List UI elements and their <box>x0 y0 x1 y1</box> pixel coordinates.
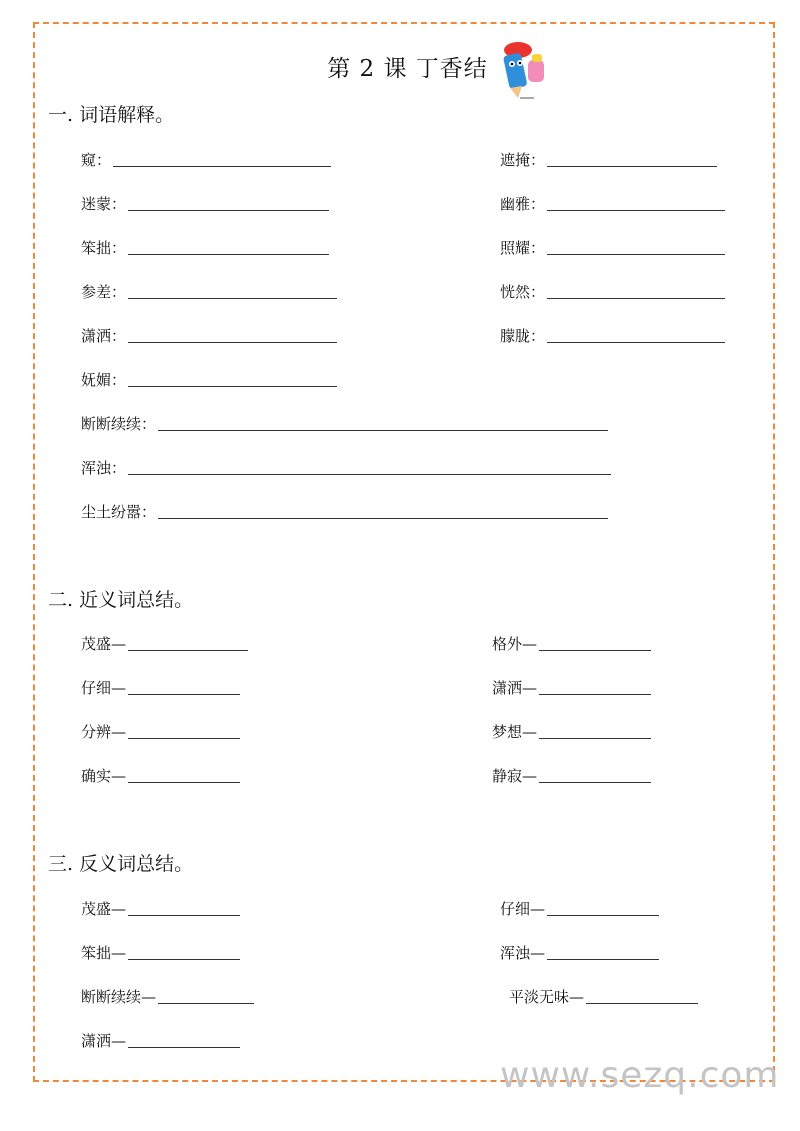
answer-item <box>500 236 725 258</box>
answer-blank[interactable] <box>547 914 659 916</box>
answer-blank[interactable] <box>128 958 240 960</box>
item-label: 笨拙— <box>81 944 127 962</box>
answer-item <box>492 676 651 698</box>
answer-item <box>81 764 240 786</box>
answer-item <box>81 456 611 478</box>
answer-blank[interactable] <box>128 693 240 695</box>
answer-blank[interactable] <box>539 781 651 783</box>
answer-blank[interactable] <box>128 914 240 916</box>
item-label: 朦胧： <box>500 327 546 345</box>
item-label: 浑浊： <box>81 459 127 477</box>
answer-blank[interactable] <box>158 1002 254 1004</box>
section-heading: 三. 反义词总结。 <box>48 853 194 875</box>
section-heading: 一. 词语解释。 <box>48 104 175 126</box>
answer-blank[interactable] <box>158 429 608 431</box>
watermark: www.sezq.com <box>500 1055 780 1096</box>
answer-blank[interactable] <box>128 649 248 651</box>
item-label: 静寂— <box>492 767 538 785</box>
item-label: 茂盛— <box>81 900 127 918</box>
answer-blank[interactable] <box>586 1002 698 1004</box>
pencil-mascot-icon <box>498 40 558 102</box>
answer-item <box>500 192 725 214</box>
item-label: 断断续续： <box>81 415 157 433</box>
answer-item <box>81 324 337 346</box>
answer-item <box>81 941 240 963</box>
item-label: 仔细— <box>81 679 127 697</box>
item-label: 照耀： <box>500 239 546 257</box>
answer-item <box>492 764 651 786</box>
answer-blank[interactable] <box>128 385 337 387</box>
item-label: 笨拙： <box>81 239 127 257</box>
page-border <box>33 22 775 1082</box>
item-label: 分辨— <box>81 723 127 741</box>
item-label: 幽雅： <box>500 195 546 213</box>
answer-item <box>81 236 329 258</box>
item-label: 断断续续— <box>81 988 157 1006</box>
answer-item <box>81 500 608 522</box>
answer-item <box>81 897 240 919</box>
answer-blank[interactable] <box>128 473 611 475</box>
answer-item <box>81 676 240 698</box>
answer-blank[interactable] <box>539 737 651 739</box>
answer-item <box>500 324 725 346</box>
answer-item <box>500 280 725 302</box>
item-label: 尘土纷嚣： <box>81 503 157 521</box>
item-label: 梦想— <box>492 723 538 741</box>
item-label: 格外— <box>492 635 538 653</box>
answer-blank[interactable] <box>539 649 651 651</box>
answer-item <box>81 148 331 170</box>
item-label: 恍然： <box>500 283 546 301</box>
answer-item <box>500 897 659 919</box>
answer-blank[interactable] <box>128 737 240 739</box>
answer-blank[interactable] <box>547 165 717 167</box>
answer-blank[interactable] <box>547 209 725 211</box>
page-title: 第 2 课 丁香结 <box>327 56 488 82</box>
item-label: 确实— <box>81 767 127 785</box>
item-label: 潇洒： <box>81 327 127 345</box>
answer-blank[interactable] <box>128 297 337 299</box>
answer-item <box>500 941 659 963</box>
answer-blank[interactable] <box>128 209 329 211</box>
item-label: 潇洒— <box>492 679 538 697</box>
answer-blank[interactable] <box>539 693 651 695</box>
item-label: 妩媚： <box>81 371 127 389</box>
answer-item <box>81 192 329 214</box>
item-label: 迷蒙： <box>81 195 127 213</box>
answer-item <box>81 280 337 302</box>
answer-item <box>492 720 651 742</box>
item-label: 仔细— <box>500 900 546 918</box>
answer-item <box>81 720 240 742</box>
item-label: 遮掩： <box>500 151 546 169</box>
item-label: 参差： <box>81 283 127 301</box>
answer-item <box>81 985 254 1007</box>
answer-blank[interactable] <box>128 1046 240 1048</box>
item-label: 茂盛— <box>81 635 127 653</box>
answer-item <box>492 632 651 654</box>
answer-item <box>500 148 717 170</box>
answer-blank[interactable] <box>547 253 725 255</box>
item-label: 平淡无味— <box>509 988 585 1006</box>
item-label: 潇洒— <box>81 1032 127 1050</box>
answer-blank[interactable] <box>128 781 240 783</box>
answer-blank[interactable] <box>547 958 659 960</box>
answer-item <box>509 985 698 1007</box>
answer-blank[interactable] <box>113 165 331 167</box>
answer-blank[interactable] <box>128 253 329 255</box>
answer-item <box>81 412 608 434</box>
answer-item <box>81 632 248 654</box>
answer-blank[interactable] <box>128 341 337 343</box>
answer-blank[interactable] <box>547 297 725 299</box>
item-label: 窥： <box>81 151 112 169</box>
item-label: 浑浊— <box>500 944 546 962</box>
answer-item <box>81 1029 240 1051</box>
answer-blank[interactable] <box>158 517 608 519</box>
answer-item <box>81 368 337 390</box>
answer-blank[interactable] <box>547 341 725 343</box>
section-heading: 二. 近义词总结。 <box>48 589 194 611</box>
